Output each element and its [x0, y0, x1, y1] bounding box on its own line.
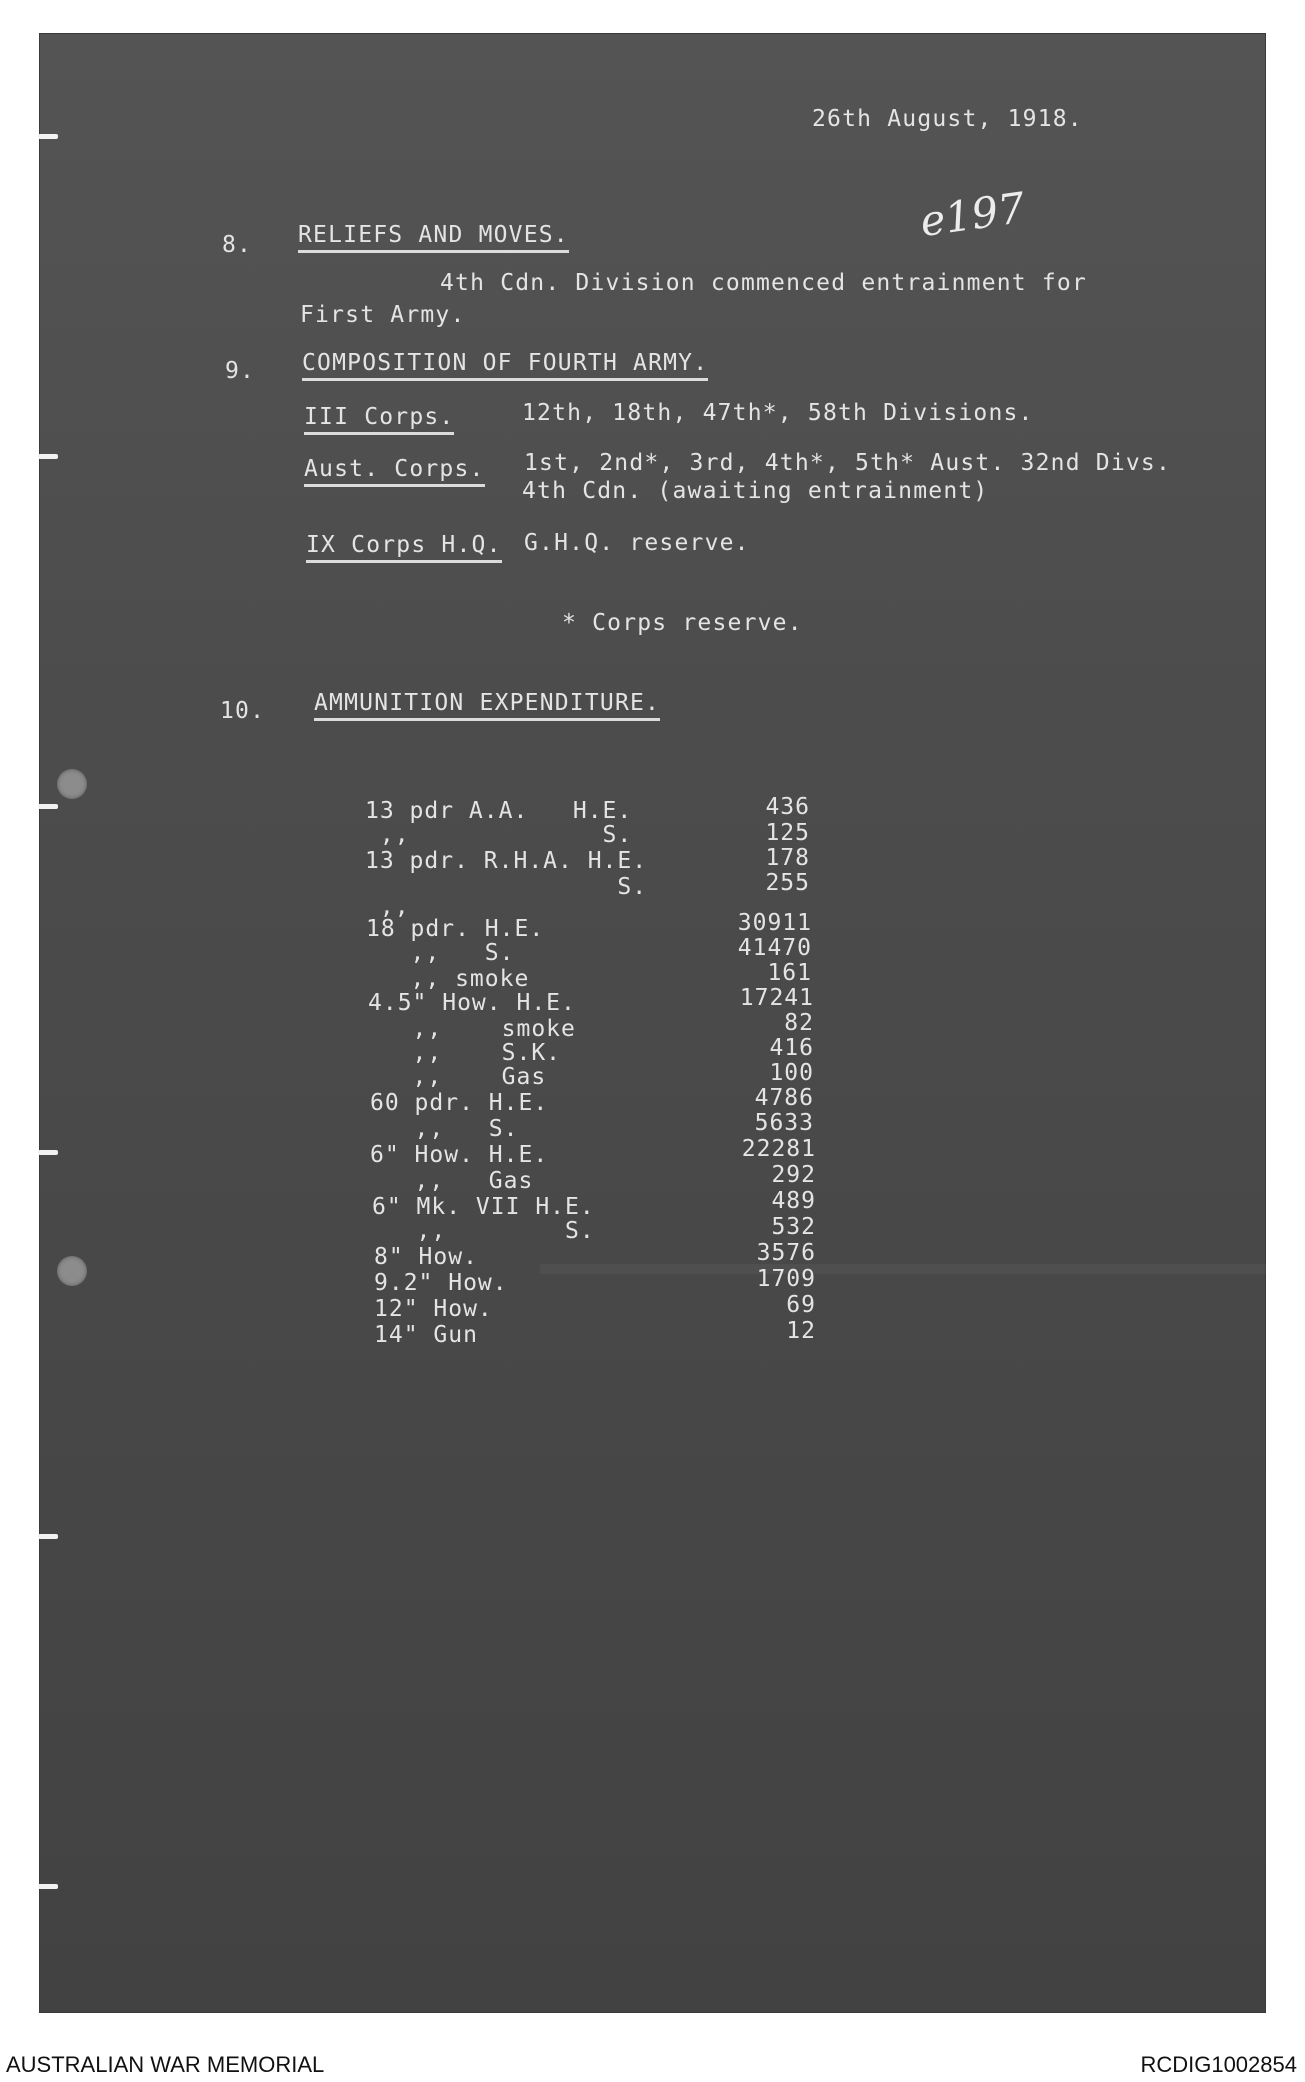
- corps-detail-iii: 12th, 18th, 47th*, 58th Divisions.: [522, 400, 1034, 426]
- ammo-value: 161: [767, 960, 812, 986]
- ammo-label: ,, smoke: [366, 966, 530, 992]
- ammo-label: S.: [365, 874, 648, 900]
- ammo-label: 12" How.: [374, 1296, 493, 1322]
- ammo-label: ,, S.K.: [368, 1040, 562, 1066]
- binding-staple: [38, 1150, 58, 1155]
- ammo-value: 436: [765, 794, 810, 820]
- ammo-value: 100: [769, 1060, 814, 1086]
- section-heading-composition: COMPOSITION OF FOURTH ARMY.: [302, 352, 708, 381]
- corps-label-ix: IX Corps H.Q.: [306, 534, 502, 563]
- corps-label-iii: III Corps.: [304, 406, 454, 435]
- footer-record-id: RCDIG1002854: [1140, 2052, 1297, 2077]
- ammo-label: 9.2" How.: [374, 1270, 508, 1296]
- ammo-label: ,, S.: [365, 822, 633, 848]
- corps-detail-aust-line-2: 4th Cdn. (awaiting entrainment): [522, 478, 989, 504]
- document-sheet: [40, 34, 1265, 2012]
- corps-detail-ix: G.H.Q. reserve.: [524, 530, 750, 556]
- ammo-label: ,, S.: [366, 940, 515, 966]
- reliefs-text-line-2: First Army.: [300, 302, 466, 328]
- handwritten-note: e197: [917, 182, 1028, 247]
- ammo-label: 6" How. H.E.: [370, 1142, 549, 1168]
- binding-staple: [38, 454, 58, 459]
- binding-staple: [38, 804, 58, 809]
- section-heading-reliefs: RELIEFS AND MOVES.: [298, 224, 569, 253]
- section-number-8: 8.: [222, 232, 253, 258]
- ammo-value: 4786: [754, 1085, 814, 1111]
- ammo-label: ,, Gas: [370, 1168, 534, 1194]
- ammo-label: 6" Mk. VII H.E.: [372, 1194, 595, 1220]
- ammo-label: 14" Gun: [374, 1322, 478, 1348]
- ammo-value: 17241: [739, 985, 814, 1011]
- ammo-value: 178: [765, 845, 810, 871]
- section-number-9: 9.: [225, 358, 256, 384]
- binding-staple: [38, 1534, 58, 1539]
- ammo-value: 1709: [756, 1266, 816, 1292]
- ammo-value: 125: [765, 820, 810, 846]
- ammo-value: 69: [786, 1292, 816, 1318]
- ammo-value: 3576: [756, 1240, 816, 1266]
- corps-label-aust: Aust. Corps.: [304, 458, 485, 487]
- ammo-label: 13 pdr. R.H.A. H.E.: [365, 848, 648, 874]
- ammo-value: 82: [784, 1010, 814, 1036]
- ammo-label: 8" How.: [374, 1244, 478, 1270]
- ammo-label: 18 pdr. H.E.: [366, 916, 545, 942]
- punch-hole-bottom: [57, 1256, 87, 1286]
- binding-staple: [38, 1884, 58, 1889]
- ammo-value: 22281: [741, 1136, 816, 1162]
- reliefs-text-line-1: 4th Cdn. Division commenced entrainment for: [440, 270, 1088, 296]
- ammo-value: 532: [771, 1214, 816, 1240]
- document-date: 26th August, 1918.: [812, 106, 1083, 132]
- ammo-label: 4.5" How. H.E.: [368, 990, 576, 1016]
- ammo-value: 41470: [737, 935, 812, 961]
- ammo-value: 5633: [754, 1110, 814, 1136]
- ammo-value: 30911: [737, 910, 812, 936]
- ammo-label: ,, smoke: [368, 1016, 576, 1042]
- ammo-label: 60 pdr. H.E.: [370, 1090, 549, 1116]
- section-heading-ammunition: AMMUNITION EXPENDITURE.: [314, 692, 660, 721]
- punch-hole-top: [57, 769, 87, 799]
- ammo-label: ,, S.: [372, 1218, 595, 1244]
- footer-institution: AUSTRALIAN WAR MEMORIAL: [6, 2052, 325, 2077]
- ammo-value: 292: [771, 1162, 816, 1188]
- binding-staple: [38, 134, 58, 139]
- ammo-label: ,,: [365, 894, 410, 920]
- corps-detail-aust: 1st, 2nd*, 3rd, 4th*, 5th* Aust. 32nd Divs.: [524, 450, 1172, 476]
- ammo-value: 489: [771, 1188, 816, 1214]
- ammo-label: ,, Gas: [368, 1064, 547, 1090]
- ammo-label: ,, S.: [370, 1116, 519, 1142]
- corps-reserve-footnote: * Corps reserve.: [562, 610, 803, 636]
- ammo-label: 13 pdr A.A. H.E.: [365, 798, 633, 824]
- ammo-value: 12: [786, 1318, 816, 1344]
- ammo-value: 255: [765, 870, 810, 896]
- ammo-value: 416: [769, 1035, 814, 1061]
- section-number-10: 10.: [220, 698, 266, 724]
